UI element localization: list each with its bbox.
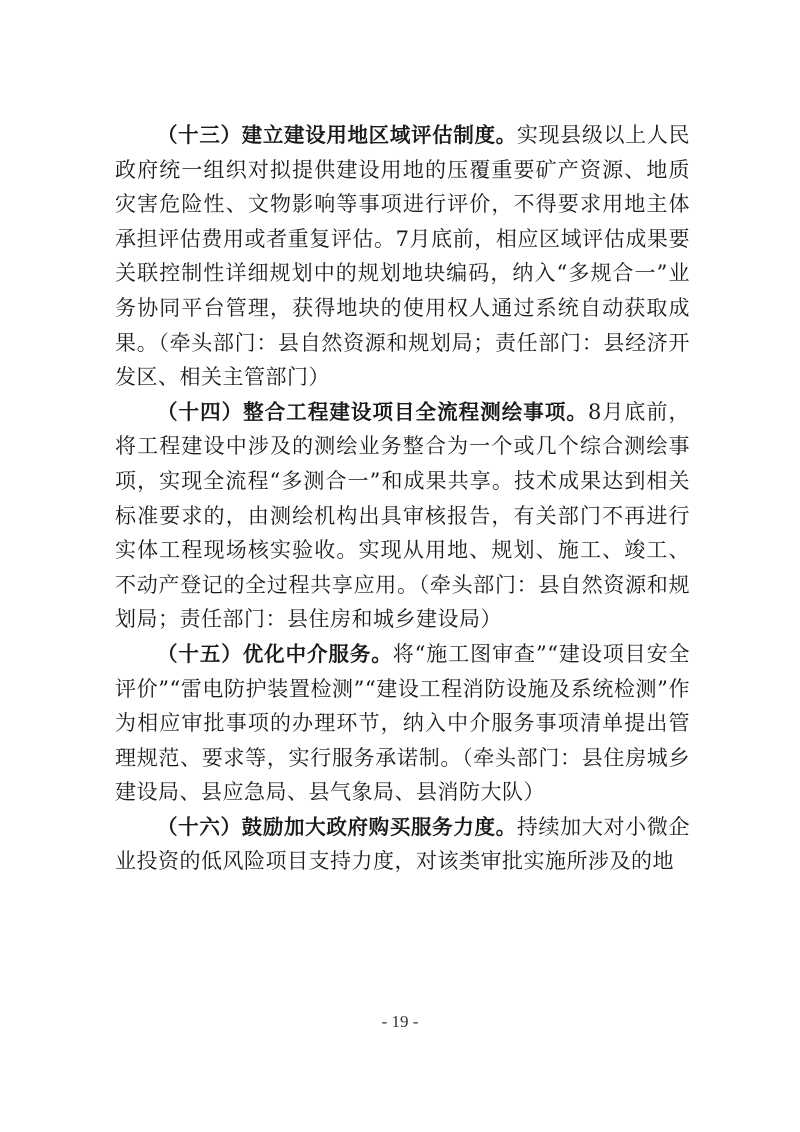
paragraph-heading: （十三）建立建设用地区域评估制度。 — [157, 123, 517, 147]
paragraph-heading: （十四）整合工程建设项目全流程测绘事项。 — [157, 399, 588, 424]
paragraph-heading: （十六）鼓励加大政府购买服务力度。 — [157, 814, 517, 839]
paragraph-body: 8月底前，将工程建设中涉及的测绘业务整合为一个或几个综合测绘事项，实现全流程“多测合一”和成果共享。技术成果达到相关标准要求的，由测绘机构出具审核报告，有关部门不再进行实体工程现场核实验收。实现从用地、规划、施工、竣工、不动产登记的全过程共享应用。（牵头部门：县自然资源和规划局；责任部门：县住房和城乡建设局） — [115, 399, 690, 632]
paragraph-14 — [115, 395, 690, 637]
document-page — [115, 118, 690, 879]
paragraph-16 — [115, 810, 690, 879]
paragraph-body: 将“施工图审查”“建设项目安全评价”“雷电防护装置检测”“建设工程消防设施及系统检测”作为相应审批事项的办理环节，纳入中介服务事项清单提出管理规范、要求等，实行服务承诺制。（牵头部门：县住房城乡建设局、县应急局、县气象局、县消防大队） — [115, 641, 690, 805]
page-number: - 19 - — [381, 1012, 419, 1031]
paragraph-15 — [115, 637, 690, 810]
paragraph-13 — [115, 118, 690, 395]
paragraph-body: 持续加大对小微企业投资的低风险项目支持力度，对该类审批实施所涉及的地 — [115, 814, 691, 874]
paragraph-heading: （十五）优化中介服务。 — [157, 641, 393, 666]
paragraph-body: 实现县级以上人民政府统一组织对拟提供建设用地的压覆重要矿产资源、地质灾害危险性、文物影响等事项进行评价，不得要求用地主体承担评估费用或者重复评估。7月底前，相应区域评估成果要关联控制性详细规划中的规划地块编码，纳入“多规合一”业务协同平台管理，获得地块的使用权人通过系统自动获取成果。（牵头部门：县自然资源和规划局；责任部门：县经济开发区、相关主管部门） — [115, 123, 691, 390]
